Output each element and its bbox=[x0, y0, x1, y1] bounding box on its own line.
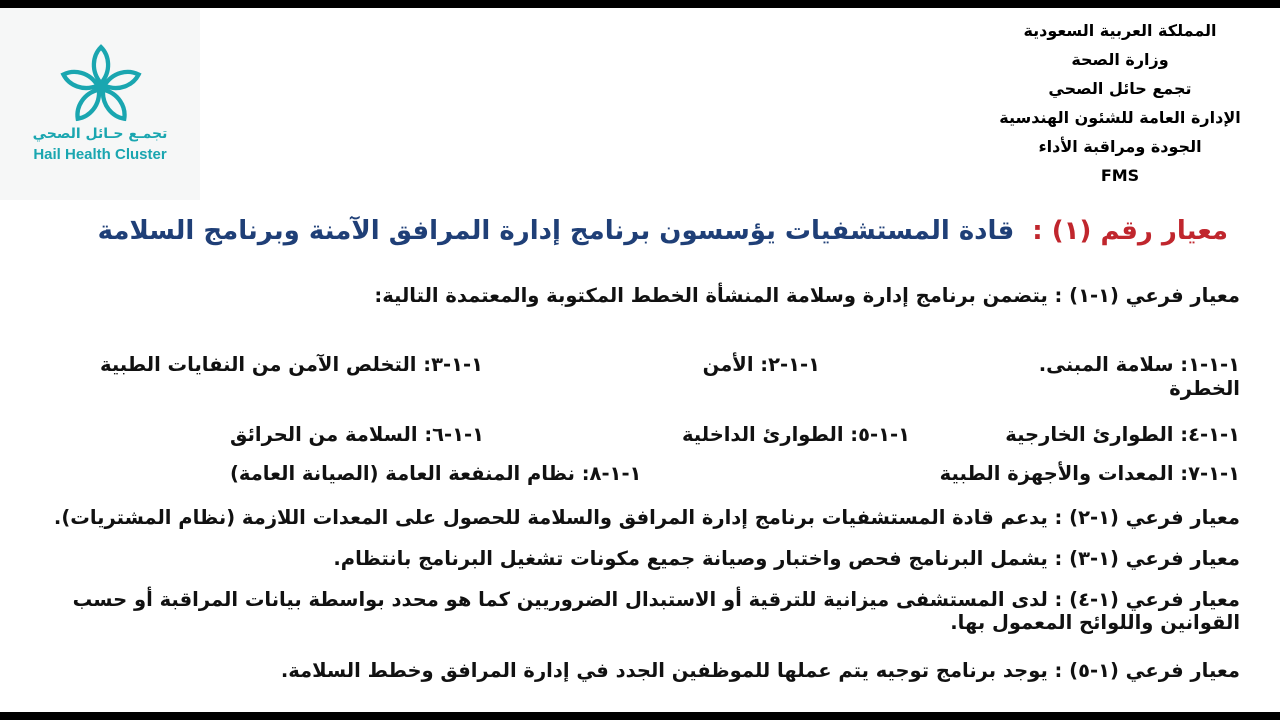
item-1-1-8: ١-١-٨: نظام المنفعة العامة (الصيانة العامة) bbox=[230, 462, 642, 485]
header-line-country: المملكة العربية السعودية bbox=[1023, 21, 1217, 40]
item-1-1-1: ١-١-١: سلامة المبنى. bbox=[1038, 353, 1240, 376]
sub-standard-1-4: معيار فرعي (١-٤) : لدى المستشفى ميزانية للترقية أو الاستبدال الضروريين كما هو محدد بواسطة بيانات المراقبة أو حسب القوانين واللوائح المعمول بها. bbox=[72, 588, 1240, 634]
item-1-1-2: ١-١-٢: الأمن bbox=[702, 353, 820, 376]
items-row-2 bbox=[230, 423, 1240, 447]
slide bbox=[0, 8, 1280, 712]
header-line-department: الإدارة العامة للشئون الهندسية bbox=[999, 108, 1241, 127]
logo-english-text: Hail Health Cluster bbox=[33, 146, 167, 163]
sub-standard-1-3: معيار فرعي (١-٣) : يشمل البرنامج فحص واختبار وصيانة جميع مكونات تشغيل البرنامج بانتظام. bbox=[333, 547, 1240, 570]
items-row-3 bbox=[230, 462, 1240, 486]
organization-header bbox=[980, 16, 1260, 190]
item-1-1-4: ١-١-٤: الطوارئ الخارجية bbox=[1005, 423, 1240, 446]
sub-standard-1-5: معيار فرعي (١-٥) : يوجد برنامج توجيه يتم عملها للموظفين الجدد في إدارة المرافق وخطط السلامة. bbox=[280, 659, 1240, 682]
header-line-quality: الجودة ومراقبة الأداء bbox=[1038, 137, 1202, 156]
sub-standard-1-1: معيار فرعي (١-١) : يتضمن برنامج إدارة وسلامة المنشأة الخطط المكتوبة والمعتمدة التالية: bbox=[374, 284, 1240, 307]
standard-title bbox=[97, 216, 1228, 246]
star-flower-logo-icon bbox=[58, 42, 144, 128]
logo-arabic-text: تجمـع حـائل الصحي bbox=[32, 126, 168, 142]
item-1-1-3: ١-١-٣: التخلص الآمن من النفايات الطبية bbox=[100, 353, 483, 376]
sub-standard-1-2: معيار فرعي (١-٢) : يدعم قادة المستشفيات برنامج إدارة المرافق والسلامة للحصول على المعدات اللازمة (نظام المشتريات). bbox=[53, 506, 1240, 529]
hail-health-cluster-logo bbox=[0, 8, 200, 200]
header-line-ministry: وزارة الصحة bbox=[1071, 50, 1169, 69]
header-line-cluster: تجمع حائل الصحي bbox=[1048, 79, 1192, 98]
item-1-1-3-continued: الخطرة bbox=[1169, 377, 1240, 400]
item-1-1-6: ١-١-٦: السلامة من الحرائق bbox=[230, 423, 485, 446]
standard-number: معيار رقم (١) : bbox=[1032, 216, 1228, 246]
item-1-1-7: ١-١-٧: المعدات والأجهزة الطبية bbox=[939, 462, 1240, 485]
standard-title-text: قادة المستشفيات يؤسسون برنامج إدارة المرافق الآمنة وبرنامج السلامة bbox=[97, 216, 1015, 246]
item-1-1-5: ١-١-٥: الطوارئ الداخلية bbox=[681, 423, 910, 446]
header-line-fms: FMS bbox=[1100, 166, 1140, 185]
items-row-1 bbox=[100, 353, 1240, 377]
